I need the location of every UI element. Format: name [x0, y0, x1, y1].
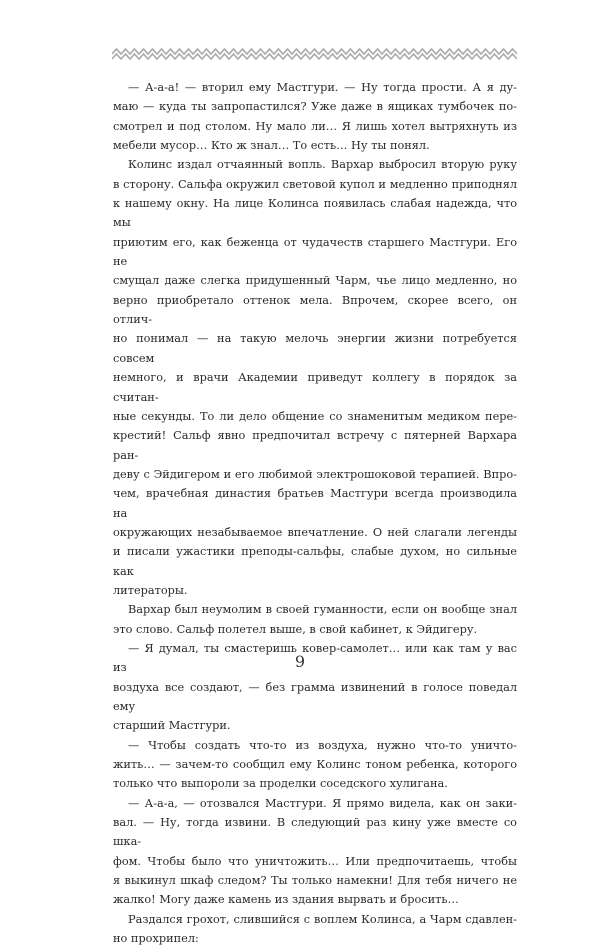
text-line: Колинс издал отчаянный вопль. Вархар выбросил вторую руку: [128, 158, 517, 172]
text-line: смотрел и под столом. Ну мало ли… Я лишь хотел вытряхнуть из: [113, 119, 517, 133]
text-line: смущал даже слегка придушенный Чарм, чье лицо медленно, но: [113, 274, 517, 288]
text-line: маю — куда ты запропастился? Уже даже в ящиках тумбочек по-: [113, 100, 517, 114]
text-line: старший Мастгури.: [113, 719, 231, 733]
text-line: верно приобретало оттенок мела. Впрочем, скорее всего, он отлич-: [113, 293, 517, 327]
page-number: 9: [294, 652, 306, 671]
text-line: вал. — Ну, тогда извини. В следующий раз кину уже вместе со шка-: [113, 816, 517, 849]
paragraph: [113, 736, 517, 794]
text-line: жалко! Могу даже камень из здания вырвать и бросить…: [113, 893, 459, 907]
paragraph: [113, 155, 517, 600]
text-line: — А-а-а, — отозвался Мастгури. Я прямо видела, как он заки-: [128, 796, 517, 810]
text-line: мебели мусор… Кто ж знал… То есть… Ну ты понял.: [113, 139, 430, 153]
text-line: литераторы.: [113, 583, 188, 597]
text-line: Раздался грохот, слившийся с воплем Колинса, а Чарм сдавлен-: [128, 912, 517, 926]
text-line: приютим его, как беженца от чудачеств старшего Мастгури. Его не: [113, 235, 517, 269]
text-line: фом. Чтобы было что уничтожить… Или предпочитаешь, чтобы: [113, 854, 517, 868]
text-line: чем, врачебная династия братьев Мастгури всегда производила на: [113, 487, 517, 520]
text-line: это слово. Сальф полетел выше, в свой кабинет, к Эйдигеру.: [113, 622, 478, 636]
text-line: деву с Эйдигером и его любимой электрошоковой терапией. Впро-: [113, 467, 517, 481]
text-line: — Я думал, ты смастеришь ковер-самолет… или как там у вас из: [113, 641, 517, 675]
text-line: в сторону. Сальфа окружил световой купол и медленно приподнял: [113, 177, 517, 191]
paragraph: [113, 910, 517, 948]
text-line: Вархар был неумолим в своей гуманности, если он вообще знал: [128, 603, 517, 617]
text-line: — А-а-а! — вторил ему Мастгури. — Ну тогда прости. А я ду-: [128, 81, 517, 94]
paragraph: [113, 600, 517, 639]
header-ornament: [112, 48, 517, 60]
text-line: воздуха все создают, — без грамма извинений в голосе поведал ему: [113, 680, 517, 713]
page-body-text: [113, 78, 517, 948]
text-line: я выкинул шкаф следом? Ты только намекни! Для тебя ничего не: [113, 874, 517, 888]
text-line: окружающих незабываемое впечатление. О ней слагали легенды: [113, 525, 517, 539]
text-line: жить… — зачем-то сообщил ему Колинс тоном ребенка, которого: [113, 758, 517, 772]
paragraph: [113, 78, 517, 155]
text-line: и писали ужастики преподы-сальфы, слабые духом, но сильные как: [113, 545, 517, 578]
text-line: немного, и врачи Академии приведут коллегу в порядок за считан-: [113, 371, 517, 404]
text-line: ные секунды. То ли дело общение со знаменитым медиком пере-: [113, 409, 517, 423]
text-line: — Чтобы создать что-то из воздуха, нужно что-то уничто-: [128, 738, 517, 752]
paragraph: [113, 794, 517, 910]
text-line: только что выпороли за проделки соседского хулигана.: [113, 777, 448, 791]
text-line: крестий! Сальф явно предпочитал встречу с пятерней Вархара ран-: [113, 429, 517, 462]
text-line: но прохрипел:: [113, 932, 199, 946]
text-line: к нашему окну. На лице Колинса появилась слабая надежда, что мы: [113, 197, 517, 230]
text-line: но понимал — на такую мелочь энергии жизни потребуется совсем: [113, 332, 517, 365]
